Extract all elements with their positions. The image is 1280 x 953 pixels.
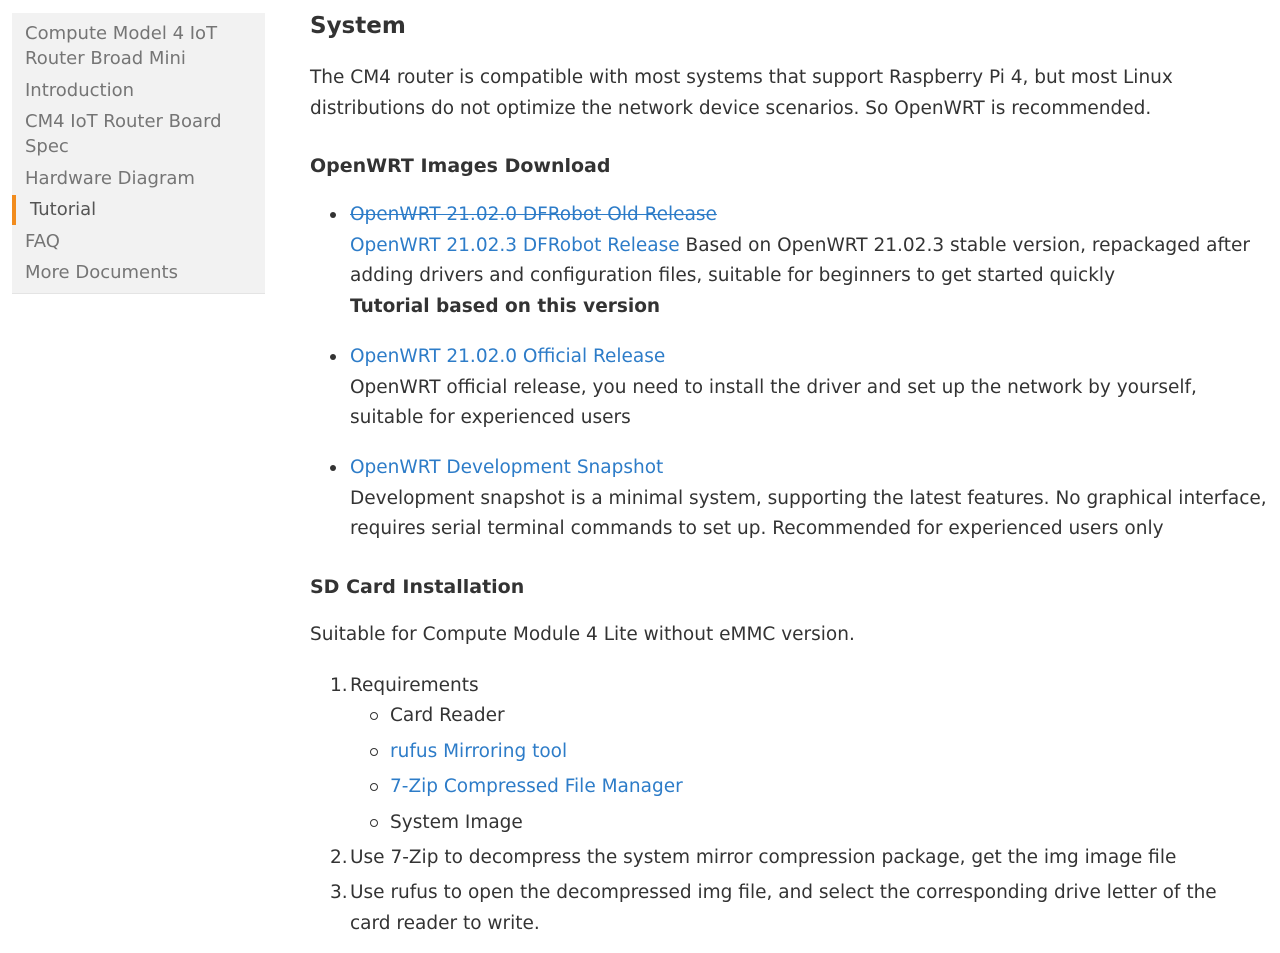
requirement-text: Card Reader <box>390 705 505 726</box>
sd-card-heading: SD Card Installation <box>310 576 525 598</box>
step-1 <box>330 671 1260 702</box>
step-number: 3. <box>330 882 348 903</box>
tutorial-note: Tutorial based on this version <box>350 295 661 317</box>
sidebar-nav <box>12 13 265 294</box>
step-text: Requirements <box>350 675 479 696</box>
sd-card-intro: Suitable for Compute Module 4 Lite without eMMC version. <box>310 624 855 645</box>
7zip-link[interactable]: 7-Zip Compressed File Manager <box>390 776 683 797</box>
page-title: System <box>310 13 406 39</box>
download-item-dfrobot <box>350 200 1275 322</box>
step-3 <box>330 878 1260 939</box>
sidebar-item-faq[interactable]: FAQ <box>25 230 60 252</box>
step-text: Use rufus to open the decompressed img file, and select the corresponding drive letter of the card reader to write. <box>350 882 1217 934</box>
step-2 <box>330 843 1260 874</box>
rufus-link[interactable]: rufus Mirroring tool <box>390 741 568 762</box>
requirement-7zip <box>390 772 683 802</box>
old-release-link[interactable]: OpenWRT 21.02.0 DFRobot Old Release <box>350 204 717 225</box>
dfrobot-release-desc: Based on OpenWRT 21.02.3 stable version, repackaged after adding drivers and configuration files, suitable for beginners to get started quickly <box>350 234 1250 286</box>
download-item-snapshot <box>350 453 1275 545</box>
step-number: 1. <box>330 675 348 696</box>
snapshot-link[interactable]: OpenWRT Development Snapshot <box>350 457 664 478</box>
downloads-heading: OpenWRT Images Download <box>310 155 611 177</box>
requirement-card-reader <box>390 701 505 731</box>
official-release-link[interactable]: OpenWRT 21.02.0 Official Release <box>350 346 666 367</box>
dfrobot-release-link[interactable]: OpenWRT 21.02.3 DFRobot Release <box>350 234 680 256</box>
sidebar-item-tutorial[interactable]: Tutorial <box>12 197 265 222</box>
snapshot-desc: Development snapshot is a minimal system, supporting the latest features. No graphical interface, requires serial terminal commands to set up. Recommended for experienced users only <box>350 487 1267 539</box>
requirement-system-image <box>390 808 523 838</box>
step-text: Use 7-Zip to decompress the system mirror compression package, get the img image file <box>350 847 1177 868</box>
sidebar-item-hardware-diagram[interactable]: Hardware Diagram <box>25 167 195 189</box>
official-release-desc: OpenWRT official release, you need to install the driver and set up the network by yourself, suitable for experienced users <box>350 376 1197 428</box>
sidebar-item-introduction[interactable]: Introduction <box>25 79 135 101</box>
download-item-official <box>350 342 1275 434</box>
sidebar-item-more-documents[interactable]: More Documents <box>25 262 178 283</box>
step-number: 2. <box>330 847 348 868</box>
requirement-rufus <box>390 737 567 767</box>
intro-paragraph: The CM4 router is compatible with most systems that support Raspberry Pi 4, but most Linux distributions do not optimize the network device scenarios. So OpenWRT is recommended. <box>310 67 1173 119</box>
requirement-text: System Image <box>390 812 523 833</box>
sidebar-item-compute-model[interactable]: Compute Model 4 IoT Router Broad Mini <box>25 23 218 69</box>
sidebar-item-spec[interactable]: CM4 IoT Router Board Spec <box>25 111 222 157</box>
